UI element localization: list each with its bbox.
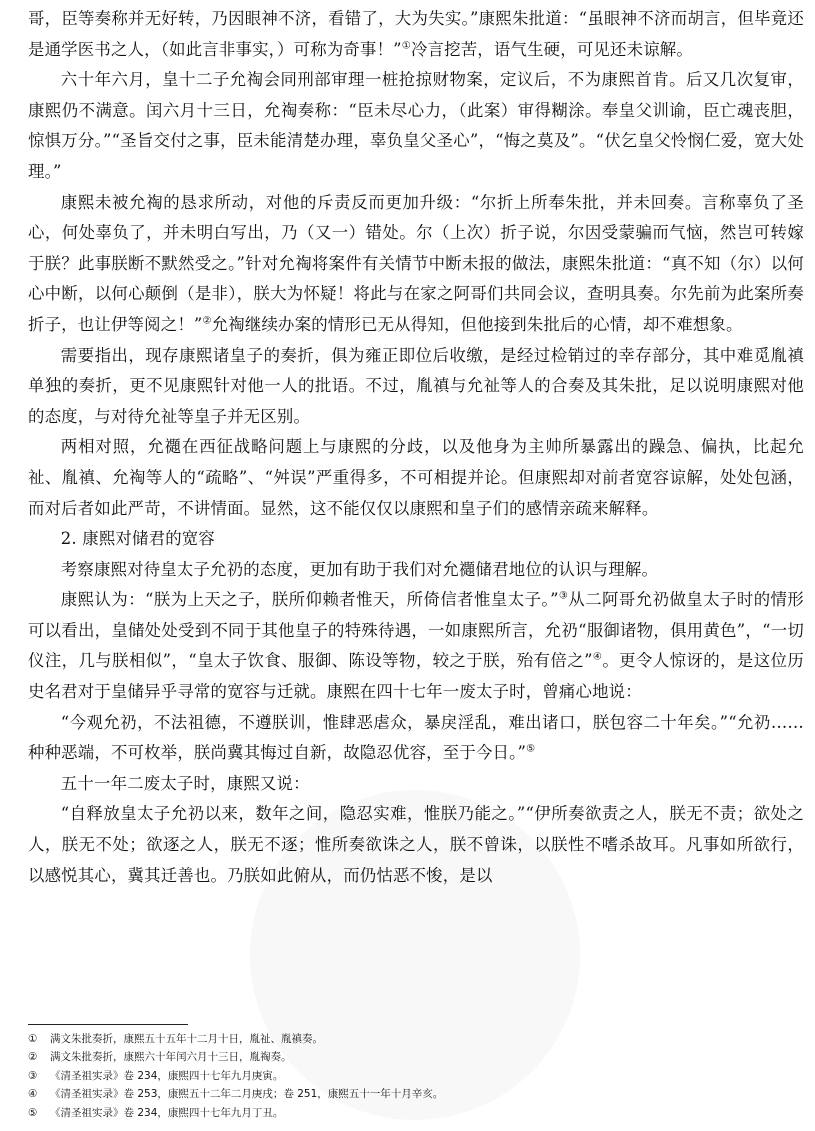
quote-2: “自释放皇太子允礽以来，数年之间，隐忍实难，惟朕乃能之。”“伊所奏欲责之人，朕无不责；欲处之人，朕无不处；欲逐之人，朕无不逐；惟所奏欲诛之人，朕不曾诛，以朕性不嗜杀故耳。凡事如所欲行，以感悦其心，冀其迁善也。乃朕如此俯从，而仍怙恶不悛，是以 [28, 804, 804, 885]
paragraph-4: 需要指出，现存康熙诸皇子的奏折，俱为雍正即位后收缴，是经过检销过的幸存部分，其中难觅胤禛单独的奏折，更不见康熙针对他一人的批语。不过，胤禛与允祉等人的合奏及其朱批，足以说明康熙对他的态度，与对待允祉等皇子并无区别。 [28, 345, 804, 426]
paragraph-8: 康熙认为：“朕为上天之子，朕所仰赖者惟天，所倚信者惟皇太子。”③从二阿哥允礽做皇太子时的情形可以看出，皇储处处受到不同于其他皇子的特殊待遇，一如康熙所言，允礽“服御诸物，俱用黄色”，“一切仪注，几与朕相似”，“皇太子饮食、服御、陈设等物，较之于朕，殆有倍之”④。更令人惊讶的，是这位历史名君对于皇储异乎寻常的宽容与迁就。康熙在四十七年一废太子时，曾痛心地说： [28, 590, 804, 702]
footnotes [28, 1030, 804, 1122]
footnote-divider [28, 1024, 188, 1025]
quote-1: “今观允礽，不法祖德，不遵朕训，惟肆恶虐众，暴戾淫乱，难出诸口，朕包容二十年矣。”“允礽……种种恶端，不可枚举，朕尚冀其悔过自新，故隐忍优容，至于今日。”⑤ [28, 712, 804, 763]
body-text [28, 4, 804, 891]
paragraph-10: 五十一年二废太子时，康熙又说： [60, 773, 310, 793]
footnote-2: ② 满文朱批奏折，康熙六十年闰六月十三日，胤祹奏。 [28, 1051, 292, 1064]
paragraph-7: 考察康熙对待皇太子允礽的态度，更加有助于我们对允禵储君地位的认识与理解。 [60, 559, 659, 579]
footnote-3: ③ 《清圣祖实录》卷 234，康熙四十七年九月庚寅。 [28, 1069, 284, 1082]
footnote-5: ⑤ 《清圣祖实录》卷 234，康熙四十七年九月丁丑。 [28, 1106, 284, 1119]
paragraph-3: 康熙未被允祹的恳求所动，对他的斥责反而更加升级：“尔折上所奉朱批，并未回奏。言称辜负了圣心，何处辜负了，并未明白写出，乃（又一）错处。尔（上次）折子说，尔因受蒙骗而气恼，然岂可转嫁于朕？此事朕断不默然受之。”针对允祹将案件有关情节中断未报的做法，康熙朱批道：“真不知（尔）以何心中断，以何心颠倒（是非），朕大为怀疑！将此与在家之阿哥们共同会议，查明具奏。尔先前为此案所奏折子，也让伊等阅之！”②允祹继续办案的情形已无从得知，但他接到朱批后的心情，却不难想象。 [28, 192, 804, 334]
footnote-1: ① 满文朱批奏折，康熙五十五年十二月十日，胤祉、胤禛奏。 [28, 1033, 323, 1045]
section-heading: 2. 康熙对储君的宽容 [60, 529, 215, 549]
paragraph-2: 六十年六月，皇十二子允祹会同刑部审理一桩抢掠财物案，定议后，不为康熙首肯。后又几次复审，康熙仍不满意。闰六月十三日，允祹奏称：“臣未尽心力，（此案）审得糊涂。奉皇父训谕，臣亡魂丧胆，惊惧万分。”“圣旨交付之事，臣未能清楚办理，辜负皇父圣心”，“悔之莫及”。“伏乞皇父怜悯仁爱，宽大处理。” [28, 70, 804, 181]
paragraph-5: 两相对照，允禵在西征战略问题上与康熙的分歧，以及他身为主帅所暴露出的躁急、偏执，比起允祉、胤禛、允祹等人的“疏略”、“舛误”严重得多，不可相提并论。但康熙却对前者宽容谅解，处处包涵，而对后者如此严苛，不讲情面。显然，这不能仅仅以康熙和皇子们的感情亲疏来解释。 [28, 437, 804, 518]
paragraph-1: 哥，臣等奏称并无好转，乃因眼神不济，看错了，大为失实。”康熙朱批道：“虽眼神不济而胡言，但毕竟还是通学医书之人，（如此言非事实，）可称为奇事！”①冷言挖苦，语气生硬，可见还未谅解。 [28, 9, 804, 59]
footnote-4: ④ 《清圣祖实录》卷 253，康熙五十二年二月庚戌；卷 251，康熙五十一年十月辛亥。 [28, 1088, 444, 1101]
